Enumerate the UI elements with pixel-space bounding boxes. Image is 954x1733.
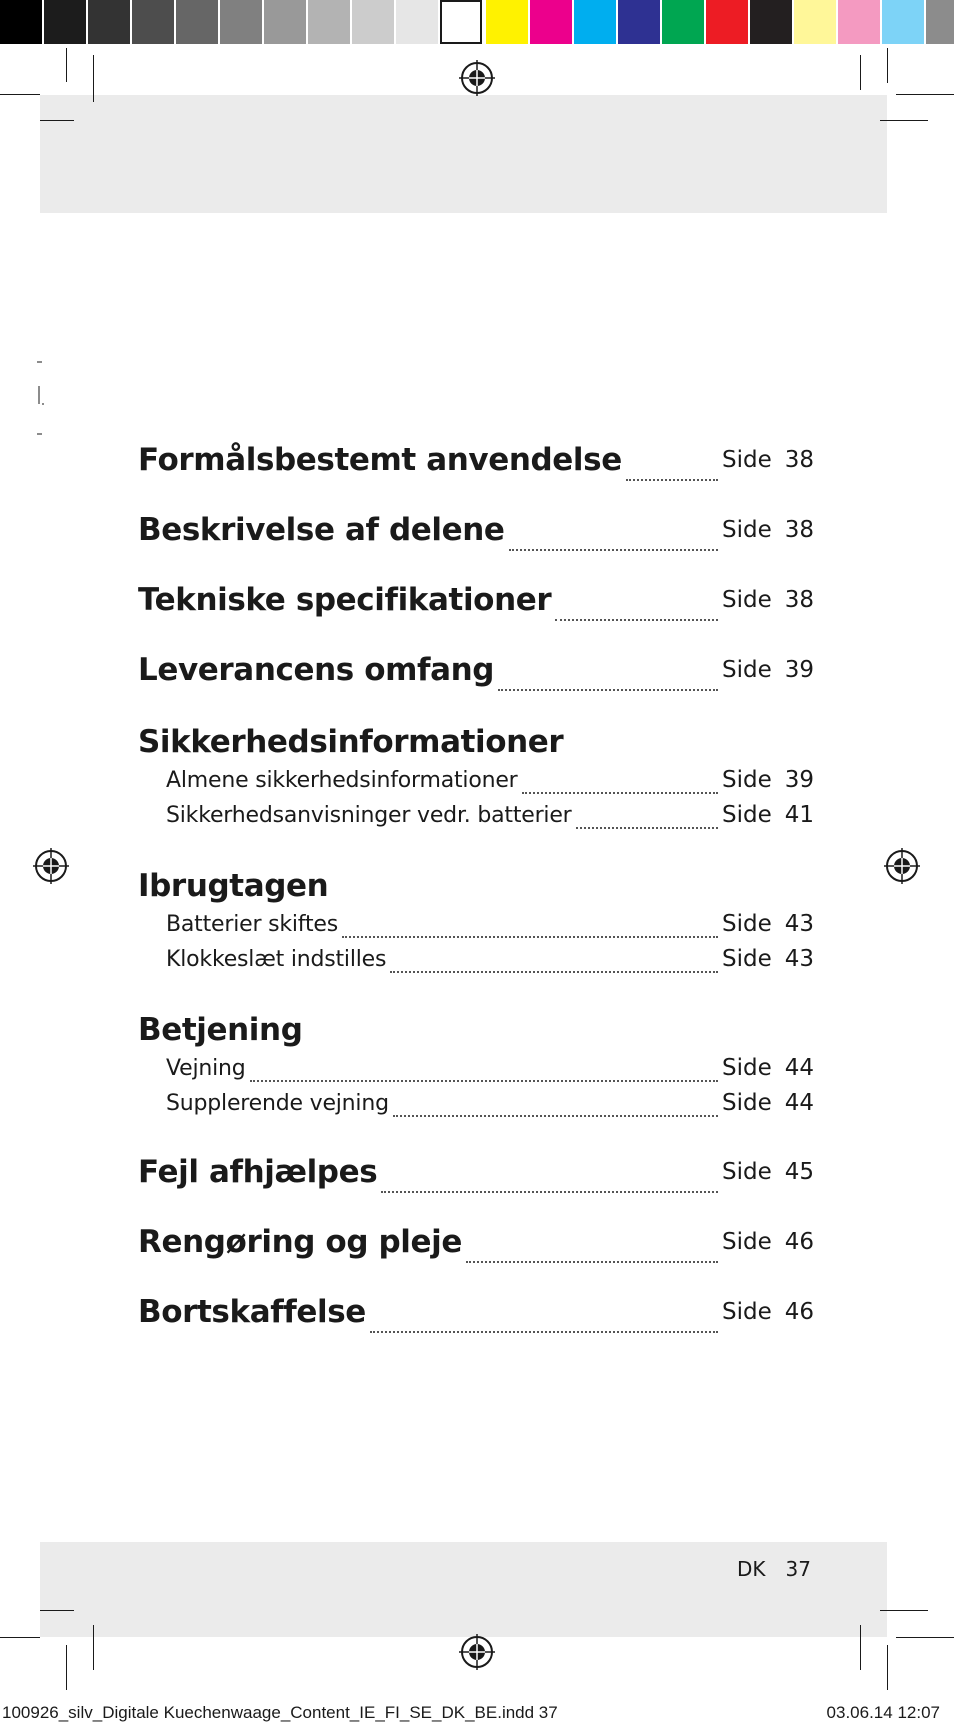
page-ref: 38 [784,587,814,613]
color-swatch [44,0,86,44]
section-title: Betjening [138,1012,303,1048]
section-title: Beskrivelse af delene [138,512,505,548]
leader-dots [370,1331,718,1333]
table-of-contents [138,425,814,1347]
leader-dots [576,827,718,829]
side-label: Side [722,517,772,543]
color-swatch [794,0,836,44]
page-ref: 41 [784,802,814,828]
leader-dots [555,619,718,621]
section-title: Tekniske specifikationer [138,582,552,618]
color-swatch [396,0,438,44]
color-swatch [0,0,42,44]
section-title: Fejl afhjælpes [138,1154,378,1190]
section-title: Formålsbestemt anvendelse [138,442,622,478]
crop-mark [93,1625,94,1670]
side-tick-marks [37,360,49,440]
color-swatch [882,0,924,44]
side-label: Side [722,1229,772,1255]
section-title: Sikkerhedsinformationer [138,724,564,760]
crop-mark [66,48,67,82]
leader-dots [342,936,718,938]
registration-mark-icon [33,848,69,884]
toc-section [138,1005,814,1055]
leader-dots [381,1191,718,1193]
toc-entry [138,1137,814,1207]
side-label: Side [722,657,772,683]
crop-mark [880,120,928,121]
color-swatch [706,0,748,44]
section-title: Ibrugtagen [138,868,329,904]
side-label: Side [722,1055,772,1081]
color-swatch [530,0,572,44]
page-ref: 38 [784,517,814,543]
side-label: Side [722,946,772,972]
crop-mark [860,1625,861,1670]
toc-subentry [138,767,814,802]
toc-entry [138,425,814,495]
side-label: Side [722,1299,772,1325]
color-swatch [132,0,174,44]
leader-dots [509,549,718,551]
color-swatch [308,0,350,44]
color-swatch [220,0,262,44]
page-ref: 46 [784,1229,814,1255]
header-band [40,95,887,213]
color-swatch [838,0,880,44]
toc-entry [138,565,814,635]
grayscale-swatches [0,0,484,48]
crop-mark [0,94,40,95]
color-swatch [440,0,482,44]
crop-mark [896,94,954,95]
leader-dots [250,1080,718,1082]
leader-dots [626,479,718,481]
registration-mark-icon [459,60,495,96]
slug-filename: 100926_silv_Digitale Kuechenwaage_Content_IE_FI_SE_DK_BE.indd 37 [2,1703,558,1722]
section-title: Leverancens omfang [138,652,495,688]
registration-mark-icon [884,848,920,884]
subsection-title: Almene sikkerhedsinformationer [166,768,518,793]
side-label: Side [722,1090,772,1116]
leader-dots [498,689,718,691]
color-swatch [750,0,792,44]
toc-subentry [138,946,814,981]
section-title: Rengøring og pleje [138,1224,462,1260]
subsection-title: Batterier skiftes [166,912,338,937]
toc-entry [138,1277,814,1347]
color-swatch [618,0,660,44]
crop-mark [40,1610,74,1611]
toc-subentry [138,1055,814,1090]
page-ref: 39 [784,767,814,793]
section-title: Bortskaffelse [138,1294,366,1330]
toc-entry [138,635,814,705]
subsection-title: Sikkerhedsanvisninger vedr. batterier [166,803,572,828]
page-ref: 43 [784,911,814,937]
crop-mark [0,1637,40,1638]
subsection-title: Vejning [166,1056,246,1081]
side-label: Side [722,447,772,473]
side-label: Side [722,911,772,937]
page-footer [737,1557,811,1581]
crop-mark [896,1637,954,1638]
leader-dots [466,1261,718,1263]
color-swatch [486,0,528,44]
leader-dots [522,792,718,794]
color-swatch [574,0,616,44]
toc-section [138,861,814,911]
toc-entry [138,495,814,565]
slug-date: 03.06.14 12:07 [826,1703,940,1722]
crop-mark [887,48,888,83]
page-ref: 44 [784,1055,814,1081]
toc-subentry [138,911,814,946]
page-ref: 46 [784,1299,814,1325]
page-ref: 38 [784,447,814,473]
leader-dots [390,971,718,973]
page-ref: 39 [784,657,814,683]
color-swatch [264,0,306,44]
side-label: Side [722,802,772,828]
toc-subentry [138,802,814,837]
toc-section [138,717,814,767]
crop-mark [93,55,94,102]
side-label: Side [722,767,772,793]
page-ref: 45 [784,1159,814,1185]
toc-subentry [138,1090,814,1125]
crop-mark [880,1610,928,1611]
side-label: Side [722,1159,772,1185]
subsection-title: Klokkeslæt indstilles [166,947,387,972]
subsection-title: Supplerende vejning [166,1091,389,1116]
process-color-swatches [486,0,954,48]
color-swatch [176,0,218,44]
crop-mark [66,1645,67,1690]
color-calibration-bar [0,0,954,48]
crop-mark [40,120,74,121]
page-number: 37 [785,1557,811,1581]
page-ref: 43 [784,946,814,972]
color-swatch [88,0,130,44]
color-swatch [352,0,394,44]
crop-mark [887,1645,888,1690]
leader-dots [393,1115,718,1117]
color-swatch [662,0,704,44]
side-label: Side [722,587,772,613]
page-ref: 44 [784,1090,814,1116]
color-swatch [926,0,954,44]
language-code: DK [737,1557,766,1581]
registration-mark-icon [459,1634,495,1670]
toc-entry [138,1207,814,1277]
crop-mark [860,55,861,90]
